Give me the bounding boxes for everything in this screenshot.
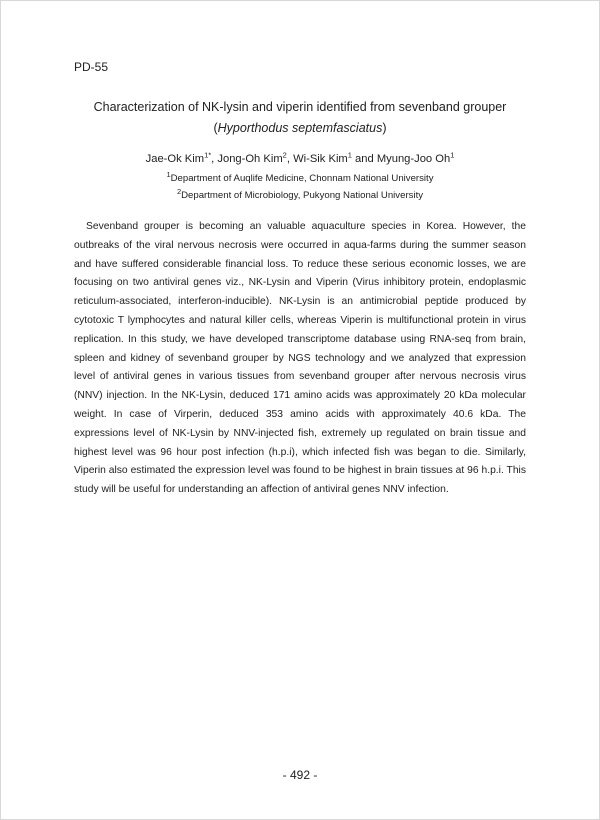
author-affiliation-mark: 1 bbox=[450, 150, 455, 160]
corresponding-author-mark: * bbox=[208, 150, 212, 160]
title-line-1: Characterization of NK-lysin and viperin identified from sevenband grouper bbox=[93, 100, 507, 114]
title-paren-close: ) bbox=[382, 121, 387, 135]
affiliation-1 bbox=[40, 169, 560, 184]
author-separator: and bbox=[351, 153, 377, 165]
author-affiliation-mark: 1* bbox=[204, 150, 212, 160]
title-paren-open: ( bbox=[213, 121, 218, 135]
species-name: Hyporthodus septemfasciatus bbox=[217, 121, 383, 135]
title-line-2 bbox=[40, 118, 560, 139]
abstract-body: Sevenband grouper is becoming an valuable aquaculture species in Korea. However, the outbreaks of the viral nervous necrosis were occurred in aqua-farms during the summer season and have suffered considerable financial loss. To reduce these serious economic losses, we are focusing on two antiviral genes viz., NK-Lysin and Viperin (Virus inhibitory protein, endoplasmic reticulum-associated, interferon-inducible). NK-Lysin is an antimicrobial peptide produced by cytotoxic T lymphocytes and natural killer cells, whereas Viperin is multifunctional protein in virus replication. In this study, we have developed transcriptome database using RNA-seq from brain, spleen and kidney of sevenband grouper by NGS technology and we analyzed that expression level of antiviral genes in various tissues from sevenband grouper after nervous necrosis virus (NNV) injection. In the NK-Lysin, deduced 171 amino acids was approximately 20 kDa molecular weight. In case of Virperin, deduced 353 amino acids with approximately 40.6 kDa. The expressions level of NK-Lysin by NNV-injected fish, extremely up regulated on brain tissue and highest level was 96 hour post infection (h.p.i), which infected fish was began to die. Similarly, Viperin also estimated the expression level was found to be highest in brain tissues at 96 h.p.i. This study will be useful for understanding an affection of antiviral genes NNV infection. bbox=[74, 221, 526, 496]
affiliation-mark: 2 bbox=[176, 186, 182, 196]
author-affiliation-mark: 1 bbox=[347, 150, 352, 160]
affiliation-mark: 1 bbox=[166, 169, 171, 179]
author-list bbox=[40, 150, 560, 165]
affiliation-2 bbox=[40, 186, 560, 201]
author-name: Jong-Oh Kim bbox=[217, 153, 283, 165]
author-name: Myung-Joo Oh bbox=[376, 153, 451, 165]
author-separator: , bbox=[286, 153, 294, 165]
affiliation-text: Department of Auqlife Medicine, Chonnam National University bbox=[170, 173, 434, 184]
session-code: PD-55 bbox=[74, 60, 109, 74]
affiliation-text: Department of Microbiology, Pukyong National University bbox=[181, 190, 424, 201]
author-name: Jae-Ok Kim bbox=[145, 153, 205, 165]
author-separator: , bbox=[211, 153, 218, 165]
paper-title bbox=[40, 97, 560, 139]
author-affiliation-mark: 2 bbox=[282, 150, 287, 160]
page-number: - 492 - bbox=[282, 768, 318, 782]
author-name: Wi-Sik Kim bbox=[293, 153, 348, 165]
